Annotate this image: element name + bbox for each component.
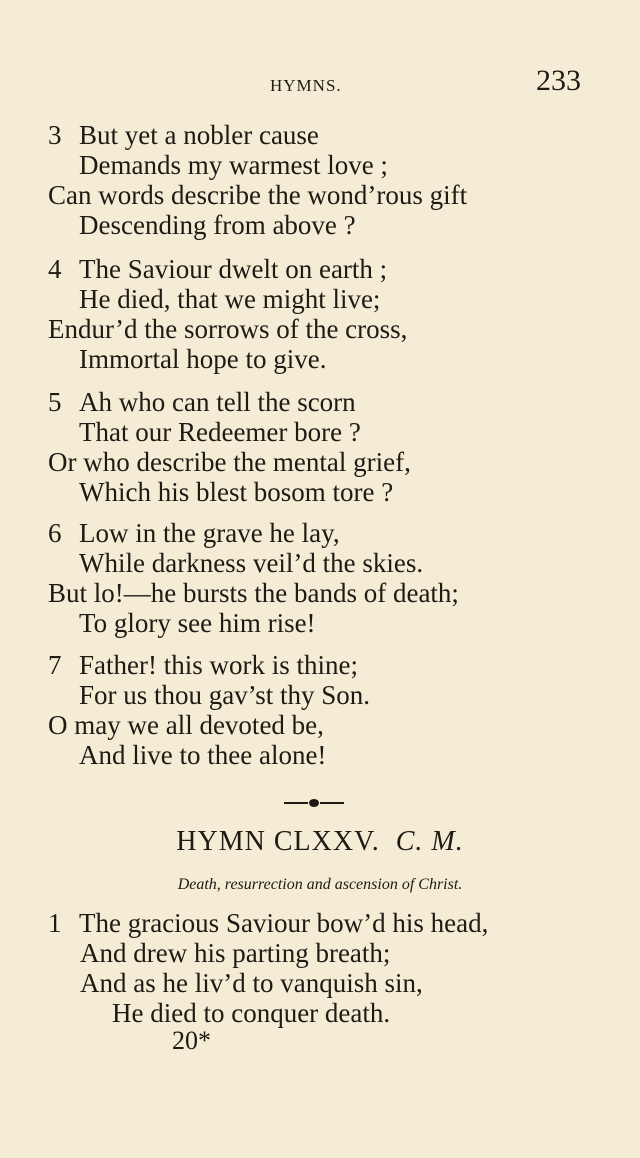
hymn-number: HYMN CLXXV. <box>176 826 380 857</box>
stanza-number: 3 <box>48 120 62 150</box>
stanza-number: 7 <box>48 650 62 680</box>
stanza-line: 1 The gracious Saviour bow’d his head, <box>48 908 489 938</box>
stanza-line: Which his blest bosom tore ? <box>79 477 394 507</box>
stanza-3 <box>48 120 608 240</box>
signature-mark: 20* <box>172 1026 211 1055</box>
hymn-title <box>0 826 640 858</box>
hymn-subtitle: Death, resurrection and ascension of Christ. <box>177 876 463 893</box>
stanza-line: Or who describe the mental grief, <box>48 447 411 477</box>
stanza-number: 1 <box>48 908 62 938</box>
ornament-divider <box>284 799 344 807</box>
stanza-5 <box>48 387 608 507</box>
running-head: HYMNS. <box>270 76 342 95</box>
stanza-number: 5 <box>48 387 62 417</box>
stanza-line: And as he liv’d to vanquish sin, <box>80 968 423 998</box>
stanza-line: But lo!—he bursts the bands of death; <box>48 578 459 608</box>
stanza-line: 3 But yet a nobler cause <box>48 120 319 150</box>
stanza-line: Endur’d the sorrows of the cross, <box>48 314 408 344</box>
stanza-line: 7 Father! this work is thine; <box>48 650 358 680</box>
stanza-number: 6 <box>48 518 62 548</box>
stanza-line: He died to conquer death. <box>112 998 391 1028</box>
hymn-stanza-1 <box>48 908 608 1028</box>
stanza-6 <box>48 518 608 638</box>
stanza-line: 4 The Saviour dwelt on earth ; <box>48 254 388 284</box>
stanza-line: 5 Ah who can tell the scorn <box>48 387 356 417</box>
stanza-line: For us thou gav’st thy Son. <box>79 680 371 710</box>
stanza-line: He died, that we might live; <box>79 284 381 314</box>
stanza-line: Immortal hope to give. <box>79 344 327 374</box>
stanza-line: Can words describe the wond’rous gift <box>48 180 468 210</box>
stanza-4 <box>48 254 608 374</box>
stanza-line: And live to thee alone! <box>79 740 327 770</box>
stanza-line: And drew his parting breath; <box>80 938 391 968</box>
stanza-number: 4 <box>48 254 62 284</box>
stanza-line: To glory see him rise! <box>79 608 316 638</box>
page-number: 233 <box>536 64 581 97</box>
stanza-7 <box>48 650 608 770</box>
stanza-line: O may we all devoted be, <box>48 710 324 740</box>
stanza-line: While darkness veil’d the skies. <box>79 548 424 578</box>
stanza-line: Descending from above ? <box>79 210 356 240</box>
stanza-line: Demands my warmest love ; <box>79 150 388 180</box>
stanza-line: That our Redeemer bore ? <box>79 417 361 447</box>
stanza-line: 6 Low in the grave he lay, <box>48 518 340 548</box>
hymn-metre: C. M. <box>395 826 464 857</box>
